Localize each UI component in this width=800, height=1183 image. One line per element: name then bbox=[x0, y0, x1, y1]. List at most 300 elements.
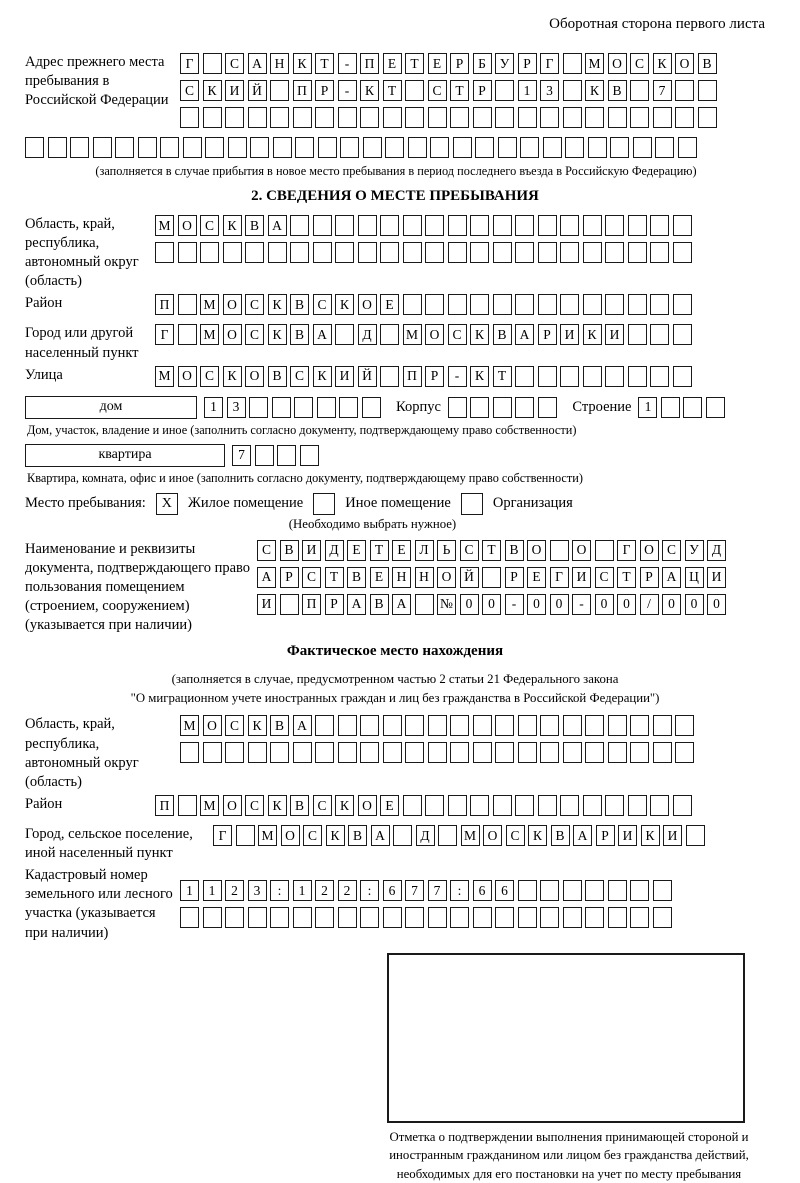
char-box[interactable]: К bbox=[335, 294, 354, 315]
char-box[interactable] bbox=[563, 80, 582, 101]
char-box[interactable] bbox=[393, 825, 412, 846]
char-box[interactable]: 0 bbox=[685, 594, 704, 615]
char-box[interactable]: К bbox=[335, 795, 354, 816]
char-box[interactable] bbox=[318, 137, 337, 158]
char-box[interactable]: С bbox=[257, 540, 276, 561]
char-box[interactable] bbox=[650, 294, 669, 315]
char-box[interactable]: Н bbox=[392, 567, 411, 588]
char-box[interactable] bbox=[403, 294, 422, 315]
char-box[interactable]: С bbox=[200, 215, 219, 236]
char-box[interactable]: К bbox=[248, 715, 267, 736]
char-box[interactable] bbox=[633, 137, 652, 158]
char-box[interactable]: - bbox=[338, 53, 357, 74]
char-box[interactable]: И bbox=[618, 825, 637, 846]
char-box[interactable]: Н bbox=[415, 567, 434, 588]
char-box[interactable]: П bbox=[293, 80, 312, 101]
char-box[interactable] bbox=[675, 715, 694, 736]
char-box[interactable] bbox=[450, 107, 469, 128]
char-box[interactable]: 0 bbox=[527, 594, 546, 615]
char-box[interactable] bbox=[495, 107, 514, 128]
char-box[interactable]: С bbox=[428, 80, 447, 101]
char-box[interactable] bbox=[405, 907, 424, 928]
char-box[interactable] bbox=[673, 215, 692, 236]
char-box[interactable] bbox=[428, 742, 447, 763]
char-box[interactable]: М bbox=[585, 53, 604, 74]
char-box[interactable] bbox=[448, 397, 467, 418]
char-box[interactable] bbox=[448, 795, 467, 816]
char-box[interactable]: С bbox=[662, 540, 681, 561]
char-box[interactable] bbox=[585, 907, 604, 928]
char-box[interactable]: К bbox=[326, 825, 345, 846]
char-box[interactable] bbox=[403, 242, 422, 263]
char-box[interactable] bbox=[380, 324, 399, 345]
char-box[interactable]: С bbox=[460, 540, 479, 561]
char-box[interactable]: 2 bbox=[225, 880, 244, 901]
char-box[interactable] bbox=[448, 294, 467, 315]
char-box[interactable]: 1 bbox=[180, 880, 199, 901]
char-box[interactable]: В bbox=[493, 324, 512, 345]
char-box[interactable]: С bbox=[200, 366, 219, 387]
char-box[interactable] bbox=[473, 107, 492, 128]
char-box[interactable] bbox=[360, 742, 379, 763]
char-box[interactable] bbox=[425, 215, 444, 236]
char-box[interactable] bbox=[706, 397, 725, 418]
char-box[interactable] bbox=[293, 107, 312, 128]
char-box[interactable]: / bbox=[640, 594, 659, 615]
char-box[interactable] bbox=[493, 397, 512, 418]
char-box[interactable] bbox=[178, 795, 197, 816]
char-box[interactable] bbox=[673, 242, 692, 263]
char-box[interactable]: Г bbox=[540, 53, 559, 74]
char-box[interactable]: О bbox=[245, 366, 264, 387]
char-box[interactable]: Т bbox=[325, 567, 344, 588]
char-box[interactable] bbox=[425, 242, 444, 263]
char-box[interactable] bbox=[255, 445, 274, 466]
char-box[interactable] bbox=[518, 715, 537, 736]
char-box[interactable]: Р bbox=[280, 567, 299, 588]
char-box[interactable] bbox=[515, 795, 534, 816]
char-box[interactable] bbox=[295, 137, 314, 158]
char-box[interactable] bbox=[300, 445, 319, 466]
char-box[interactable] bbox=[405, 742, 424, 763]
char-box[interactable]: К bbox=[268, 294, 287, 315]
char-box[interactable] bbox=[380, 242, 399, 263]
char-box[interactable] bbox=[48, 137, 67, 158]
char-box[interactable]: И bbox=[605, 324, 624, 345]
char-box[interactable] bbox=[248, 742, 267, 763]
char-box[interactable] bbox=[588, 137, 607, 158]
char-box[interactable]: Й bbox=[248, 80, 267, 101]
char-box[interactable] bbox=[473, 907, 492, 928]
char-box[interactable] bbox=[653, 715, 672, 736]
char-box[interactable]: О bbox=[223, 294, 242, 315]
char-box[interactable] bbox=[223, 242, 242, 263]
char-box[interactable] bbox=[249, 397, 268, 418]
char-box[interactable] bbox=[425, 795, 444, 816]
char-box[interactable] bbox=[228, 137, 247, 158]
char-box[interactable]: О bbox=[223, 795, 242, 816]
char-box[interactable] bbox=[630, 880, 649, 901]
char-box[interactable]: 7 bbox=[232, 445, 251, 466]
char-box[interactable]: М bbox=[258, 825, 277, 846]
char-box[interactable] bbox=[183, 137, 202, 158]
char-box[interactable] bbox=[180, 107, 199, 128]
char-box[interactable] bbox=[363, 137, 382, 158]
char-box[interactable] bbox=[493, 215, 512, 236]
char-box[interactable]: К bbox=[360, 80, 379, 101]
char-box[interactable]: В bbox=[268, 366, 287, 387]
char-box[interactable] bbox=[403, 795, 422, 816]
char-box[interactable]: 0 bbox=[595, 594, 614, 615]
char-box[interactable]: 3 bbox=[540, 80, 559, 101]
char-box[interactable]: М bbox=[461, 825, 480, 846]
char-box[interactable]: О bbox=[358, 294, 377, 315]
char-box[interactable] bbox=[560, 795, 579, 816]
char-box[interactable]: Д bbox=[358, 324, 377, 345]
char-box[interactable]: 0 bbox=[550, 594, 569, 615]
char-box[interactable]: Р bbox=[325, 594, 344, 615]
char-box[interactable] bbox=[313, 242, 332, 263]
char-box[interactable] bbox=[339, 397, 358, 418]
char-box[interactable]: Р bbox=[596, 825, 615, 846]
char-box[interactable]: И bbox=[663, 825, 682, 846]
char-box[interactable] bbox=[203, 53, 222, 74]
char-box[interactable]: О bbox=[223, 324, 242, 345]
char-box[interactable] bbox=[630, 907, 649, 928]
char-box[interactable] bbox=[338, 742, 357, 763]
char-box[interactable]: Ь bbox=[437, 540, 456, 561]
char-box[interactable] bbox=[225, 742, 244, 763]
char-box[interactable]: С bbox=[245, 294, 264, 315]
char-box[interactable] bbox=[630, 742, 649, 763]
char-box[interactable] bbox=[360, 715, 379, 736]
char-box[interactable]: А bbox=[347, 594, 366, 615]
char-box[interactable]: С bbox=[506, 825, 525, 846]
char-box[interactable] bbox=[628, 242, 647, 263]
char-box[interactable]: Т bbox=[493, 366, 512, 387]
char-box[interactable] bbox=[653, 742, 672, 763]
char-box[interactable]: 0 bbox=[460, 594, 479, 615]
char-box[interactable] bbox=[628, 324, 647, 345]
char-box[interactable] bbox=[428, 107, 447, 128]
char-box[interactable] bbox=[236, 825, 255, 846]
char-box[interactable] bbox=[290, 242, 309, 263]
char-box[interactable]: В bbox=[270, 715, 289, 736]
char-box[interactable] bbox=[515, 294, 534, 315]
char-box[interactable] bbox=[563, 742, 582, 763]
char-box[interactable] bbox=[475, 137, 494, 158]
char-box[interactable] bbox=[650, 215, 669, 236]
char-box[interactable] bbox=[360, 907, 379, 928]
char-box[interactable]: И bbox=[225, 80, 244, 101]
char-box[interactable]: Е bbox=[347, 540, 366, 561]
char-box[interactable] bbox=[628, 795, 647, 816]
char-box[interactable] bbox=[585, 742, 604, 763]
char-box[interactable]: В bbox=[370, 594, 389, 615]
char-box[interactable]: И bbox=[302, 540, 321, 561]
char-box[interactable] bbox=[515, 397, 534, 418]
char-box[interactable] bbox=[280, 594, 299, 615]
char-box[interactable]: М bbox=[403, 324, 422, 345]
char-box[interactable]: 0 bbox=[707, 594, 726, 615]
char-box[interactable]: Т bbox=[450, 80, 469, 101]
char-box[interactable]: К bbox=[223, 366, 242, 387]
char-box[interactable]: Р bbox=[505, 567, 524, 588]
char-box[interactable]: 0 bbox=[662, 594, 681, 615]
char-box[interactable]: : bbox=[270, 880, 289, 901]
char-box[interactable] bbox=[272, 397, 291, 418]
char-box[interactable] bbox=[360, 107, 379, 128]
char-box[interactable]: 1 bbox=[638, 397, 657, 418]
char-box[interactable]: О bbox=[203, 715, 222, 736]
char-box[interactable]: Е bbox=[428, 53, 447, 74]
char-box[interactable] bbox=[540, 715, 559, 736]
char-box[interactable] bbox=[293, 742, 312, 763]
char-box[interactable]: М bbox=[200, 795, 219, 816]
char-box[interactable] bbox=[653, 907, 672, 928]
char-box[interactable]: 1 bbox=[518, 80, 537, 101]
char-box[interactable]: Б bbox=[473, 53, 492, 74]
char-box[interactable]: - bbox=[448, 366, 467, 387]
char-box[interactable] bbox=[338, 907, 357, 928]
char-box[interactable] bbox=[448, 215, 467, 236]
char-box[interactable] bbox=[268, 242, 287, 263]
char-box[interactable]: Р bbox=[315, 80, 334, 101]
char-box[interactable]: И bbox=[572, 567, 591, 588]
char-box[interactable] bbox=[482, 567, 501, 588]
char-box[interactable] bbox=[538, 366, 557, 387]
char-box[interactable]: 0 bbox=[482, 594, 501, 615]
char-box[interactable]: Г bbox=[180, 53, 199, 74]
char-box[interactable] bbox=[538, 795, 557, 816]
char-box[interactable] bbox=[518, 107, 537, 128]
char-box[interactable] bbox=[293, 907, 312, 928]
char-box[interactable]: Р bbox=[518, 53, 537, 74]
char-box[interactable]: К bbox=[653, 53, 672, 74]
char-box[interactable] bbox=[180, 742, 199, 763]
char-box[interactable]: К bbox=[268, 795, 287, 816]
char-box[interactable]: С bbox=[302, 567, 321, 588]
char-box[interactable] bbox=[538, 215, 557, 236]
char-box[interactable] bbox=[493, 795, 512, 816]
char-box[interactable] bbox=[550, 540, 569, 561]
char-box[interactable] bbox=[428, 715, 447, 736]
char-box[interactable]: Р bbox=[425, 366, 444, 387]
char-box[interactable]: Е bbox=[527, 567, 546, 588]
char-box[interactable]: : bbox=[450, 880, 469, 901]
char-box[interactable] bbox=[335, 242, 354, 263]
char-box[interactable] bbox=[203, 742, 222, 763]
char-box[interactable]: С bbox=[245, 324, 264, 345]
char-box[interactable]: 3 bbox=[227, 397, 246, 418]
char-box[interactable] bbox=[563, 107, 582, 128]
char-box[interactable]: Т bbox=[405, 53, 424, 74]
char-box[interactable]: Г bbox=[213, 825, 232, 846]
char-box[interactable]: 6 bbox=[383, 880, 402, 901]
char-box[interactable] bbox=[335, 324, 354, 345]
char-box[interactable]: 1 bbox=[293, 880, 312, 901]
char-box[interactable] bbox=[178, 242, 197, 263]
char-box[interactable] bbox=[650, 366, 669, 387]
char-box[interactable] bbox=[630, 80, 649, 101]
char-box[interactable] bbox=[270, 907, 289, 928]
char-box[interactable] bbox=[277, 445, 296, 466]
char-box[interactable]: С bbox=[303, 825, 322, 846]
char-box[interactable]: С bbox=[290, 366, 309, 387]
char-box[interactable]: 6 bbox=[495, 880, 514, 901]
char-box[interactable]: Р bbox=[450, 53, 469, 74]
char-box[interactable] bbox=[563, 880, 582, 901]
char-box[interactable] bbox=[495, 80, 514, 101]
char-box[interactable] bbox=[403, 215, 422, 236]
char-box[interactable] bbox=[630, 107, 649, 128]
char-box[interactable] bbox=[628, 294, 647, 315]
char-box[interactable] bbox=[315, 742, 334, 763]
char-box[interactable] bbox=[225, 107, 244, 128]
char-box[interactable] bbox=[673, 294, 692, 315]
char-box[interactable] bbox=[583, 366, 602, 387]
char-box[interactable]: К bbox=[470, 324, 489, 345]
char-box[interactable]: М bbox=[200, 294, 219, 315]
char-box[interactable] bbox=[540, 907, 559, 928]
char-box[interactable] bbox=[698, 107, 717, 128]
char-box[interactable] bbox=[540, 880, 559, 901]
char-box[interactable] bbox=[518, 907, 537, 928]
char-box[interactable]: В bbox=[290, 294, 309, 315]
checkbox-residential-premises[interactable]: X bbox=[156, 493, 178, 515]
char-box[interactable]: 2 bbox=[338, 880, 357, 901]
char-box[interactable] bbox=[470, 294, 489, 315]
char-box[interactable]: В bbox=[505, 540, 524, 561]
char-box[interactable]: П bbox=[403, 366, 422, 387]
char-box[interactable] bbox=[453, 137, 472, 158]
char-box[interactable]: У bbox=[495, 53, 514, 74]
char-box[interactable] bbox=[698, 80, 717, 101]
char-box[interactable] bbox=[362, 397, 381, 418]
checkbox-organization[interactable] bbox=[461, 493, 483, 515]
char-box[interactable]: 6 bbox=[473, 880, 492, 901]
char-box[interactable]: Е bbox=[380, 795, 399, 816]
char-box[interactable] bbox=[248, 107, 267, 128]
char-box[interactable] bbox=[155, 242, 174, 263]
char-box[interactable]: М bbox=[180, 715, 199, 736]
char-box[interactable] bbox=[628, 366, 647, 387]
char-box[interactable]: У bbox=[685, 540, 704, 561]
char-box[interactable] bbox=[515, 242, 534, 263]
char-box[interactable]: В bbox=[290, 324, 309, 345]
char-box[interactable] bbox=[205, 137, 224, 158]
char-box[interactable]: А bbox=[392, 594, 411, 615]
char-box[interactable]: Н bbox=[270, 53, 289, 74]
char-box[interactable]: К bbox=[528, 825, 547, 846]
char-box[interactable] bbox=[560, 242, 579, 263]
char-box[interactable]: П bbox=[302, 594, 321, 615]
char-box[interactable]: П bbox=[155, 294, 174, 315]
char-box[interactable]: В bbox=[551, 825, 570, 846]
char-box[interactable] bbox=[655, 137, 674, 158]
char-box[interactable] bbox=[608, 880, 627, 901]
char-box[interactable] bbox=[408, 137, 427, 158]
char-box[interactable]: В bbox=[290, 795, 309, 816]
char-box[interactable]: В bbox=[348, 825, 367, 846]
char-box[interactable] bbox=[653, 880, 672, 901]
char-box[interactable] bbox=[683, 397, 702, 418]
char-box[interactable] bbox=[415, 594, 434, 615]
char-box[interactable] bbox=[225, 907, 244, 928]
char-box[interactable]: П bbox=[155, 795, 174, 816]
char-box[interactable] bbox=[675, 107, 694, 128]
char-box[interactable] bbox=[273, 137, 292, 158]
char-box[interactable] bbox=[495, 907, 514, 928]
char-box[interactable]: С bbox=[245, 795, 264, 816]
char-box[interactable] bbox=[313, 215, 332, 236]
char-box[interactable]: С bbox=[313, 294, 332, 315]
char-box[interactable]: И bbox=[707, 567, 726, 588]
char-box[interactable]: В bbox=[280, 540, 299, 561]
char-box[interactable]: О bbox=[640, 540, 659, 561]
char-box[interactable]: Т bbox=[617, 567, 636, 588]
char-box[interactable]: О bbox=[608, 53, 627, 74]
char-box[interactable]: 3 bbox=[248, 880, 267, 901]
char-box[interactable]: А bbox=[662, 567, 681, 588]
char-box[interactable] bbox=[605, 242, 624, 263]
char-box[interactable] bbox=[358, 215, 377, 236]
char-box[interactable] bbox=[673, 324, 692, 345]
char-box[interactable] bbox=[518, 880, 537, 901]
char-box[interactable] bbox=[383, 907, 402, 928]
char-box[interactable]: О bbox=[358, 795, 377, 816]
char-box[interactable]: 1 bbox=[204, 397, 223, 418]
char-box[interactable]: 7 bbox=[653, 80, 672, 101]
char-box[interactable]: № bbox=[437, 594, 456, 615]
char-box[interactable] bbox=[538, 294, 557, 315]
char-box[interactable] bbox=[538, 397, 557, 418]
char-box[interactable]: К bbox=[313, 366, 332, 387]
char-box[interactable] bbox=[610, 137, 629, 158]
char-box[interactable]: 7 bbox=[405, 880, 424, 901]
char-box[interactable]: М bbox=[200, 324, 219, 345]
char-box[interactable]: И bbox=[335, 366, 354, 387]
char-box[interactable] bbox=[583, 795, 602, 816]
char-box[interactable] bbox=[338, 715, 357, 736]
char-box[interactable] bbox=[470, 397, 489, 418]
char-box[interactable] bbox=[93, 137, 112, 158]
char-box[interactable] bbox=[661, 397, 680, 418]
char-box[interactable]: Е bbox=[383, 53, 402, 74]
char-box[interactable] bbox=[315, 907, 334, 928]
char-box[interactable] bbox=[160, 137, 179, 158]
char-box[interactable] bbox=[608, 107, 627, 128]
char-box[interactable]: А bbox=[313, 324, 332, 345]
char-box[interactable] bbox=[178, 294, 197, 315]
char-box[interactable]: С bbox=[448, 324, 467, 345]
char-box[interactable] bbox=[595, 540, 614, 561]
char-box[interactable] bbox=[430, 137, 449, 158]
char-box[interactable]: А bbox=[268, 215, 287, 236]
char-box[interactable] bbox=[383, 715, 402, 736]
char-box[interactable]: Р bbox=[473, 80, 492, 101]
char-box[interactable] bbox=[630, 715, 649, 736]
char-box[interactable] bbox=[565, 137, 584, 158]
char-box[interactable] bbox=[470, 215, 489, 236]
char-box[interactable] bbox=[448, 242, 467, 263]
char-box[interactable] bbox=[248, 907, 267, 928]
char-box[interactable] bbox=[650, 242, 669, 263]
char-box[interactable] bbox=[473, 715, 492, 736]
char-box[interactable] bbox=[405, 715, 424, 736]
char-box[interactable] bbox=[493, 294, 512, 315]
char-box[interactable]: С bbox=[595, 567, 614, 588]
